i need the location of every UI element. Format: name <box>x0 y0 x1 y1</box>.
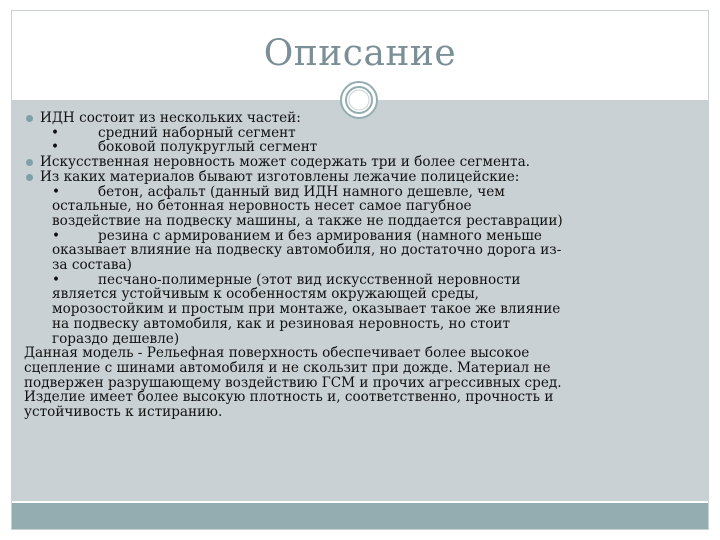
material-line: за состава) <box>52 257 132 274</box>
list-item-text: ИДН состоит из нескольких частей: <box>40 110 301 126</box>
closing-line: устойчивость к истиранию. <box>24 404 223 421</box>
material-paragraph <box>24 273 664 288</box>
bullet-dot-icon: • <box>51 124 60 141</box>
sub-list-item <box>24 126 664 141</box>
list-item-text: Искусственная неровность может содержать три и более сегмента. <box>40 154 530 171</box>
closing-line: Изделие имеет более высокую плотность и, соответственно, прочность и <box>24 389 554 406</box>
material-line: является устойчивым к особенностям окружающей среды, <box>52 286 480 303</box>
material-line: бетон, асфальт (данный вид ИДН намного дешевле, чем <box>98 183 505 200</box>
material-line: морозостойким и простым при монтаже, оказывает такое же влияние <box>52 301 561 318</box>
bullet-dot-icon: • <box>52 227 61 244</box>
material-line: остальные, но бетонная неровность несет самое пагубное <box>52 198 472 215</box>
closing-line: сцепление с шинами автомобиля и не скользит при дожде. Материал не <box>24 359 551 376</box>
sub-item-text: боковой полукруглый сегмент <box>98 139 318 156</box>
list-item <box>24 111 664 126</box>
list-item <box>24 155 664 170</box>
closing-line: Данная модель - Рельефная поверхность обеспечивает более высокое <box>24 345 530 362</box>
material-line: резина с армированием и без армирования (намного меньше <box>98 227 542 244</box>
bullet-dot-icon: • <box>52 183 61 200</box>
material-paragraph <box>24 229 664 244</box>
material-line: оказывает влияние на подвеску автомобиля, но достаточно дорога из- <box>52 242 562 259</box>
sub-list-item <box>24 140 664 155</box>
material-line: воздействие на подвеску машины, а также не поддается реставрации) <box>52 212 563 229</box>
material-line: песчано-полимерные (этот вид искусственной неровности <box>98 271 521 288</box>
closing-line: подвержен разрушающему воздействию ГСМ и прочих агрессивных сред. <box>24 374 562 391</box>
bullet-dot-icon: • <box>51 139 60 156</box>
material-paragraph <box>24 185 664 200</box>
slide-body <box>24 111 664 420</box>
bullet-dot-icon: • <box>52 271 61 288</box>
sub-item-text: средний наборный сегмент <box>98 124 296 141</box>
material-line: на подвеску автомобиля, как и резиновая неровность, но стоит <box>52 315 510 332</box>
list-item-text: Из каких материалов бывают изготовлены лежачие полицейские: <box>40 168 520 185</box>
material-line: гораздо дешевле) <box>52 330 180 347</box>
list-item <box>24 170 664 185</box>
bottom-bar <box>12 503 708 529</box>
slide-title: Описание <box>263 33 457 74</box>
